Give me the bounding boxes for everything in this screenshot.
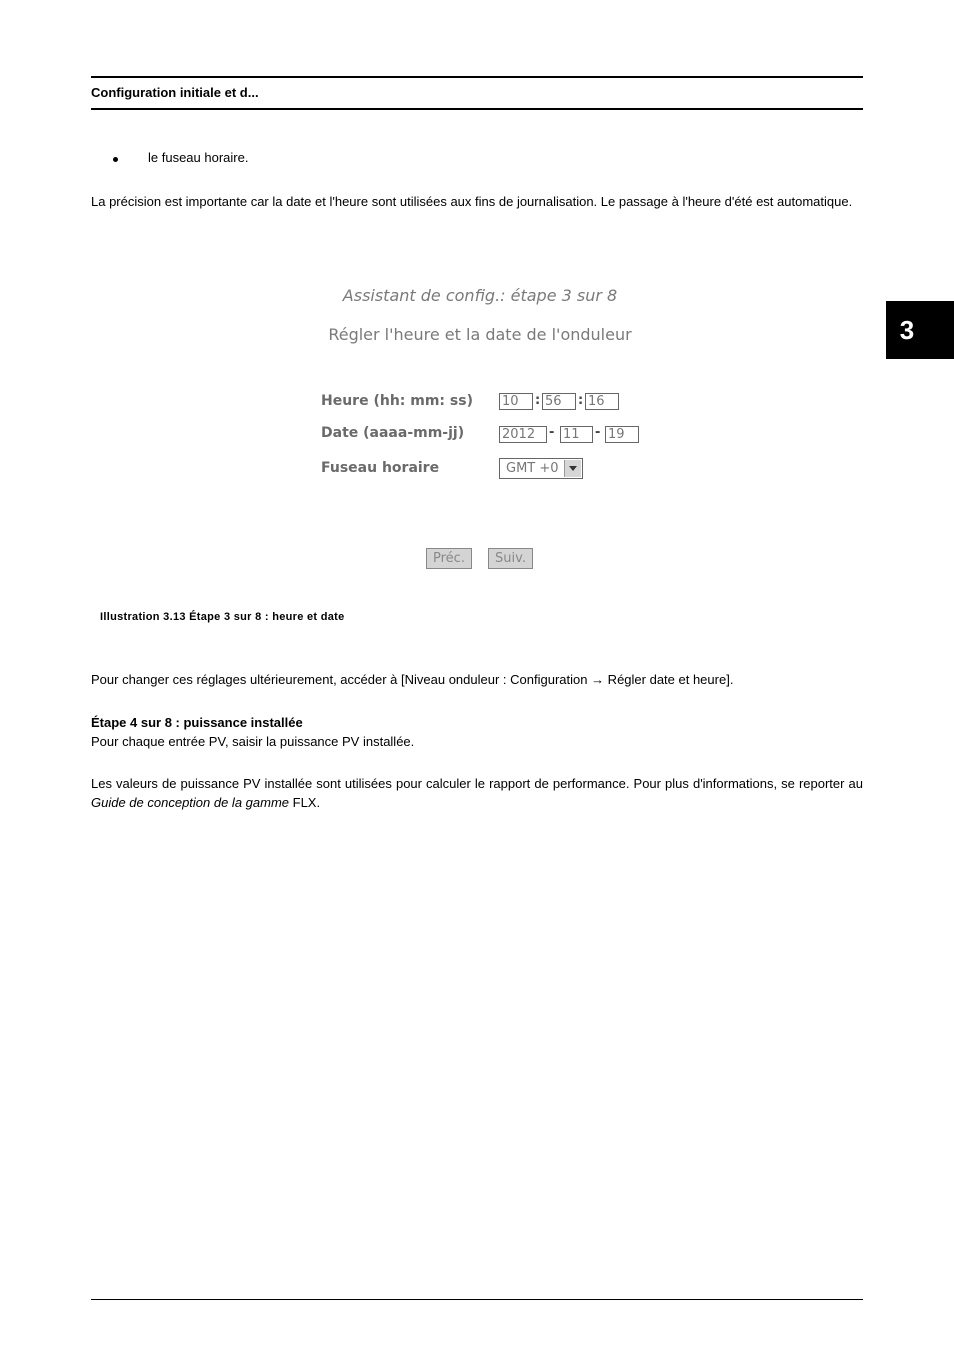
- second-input[interactable]: 16: [585, 393, 619, 410]
- month-input[interactable]: 11: [560, 426, 593, 443]
- time-separator: :: [578, 393, 584, 408]
- running-header: Configuration initiale et d...: [91, 85, 259, 100]
- chapter-tab: 3: [886, 301, 954, 359]
- year-input[interactable]: 2012: [499, 426, 547, 443]
- wizard-step-title: Assistant de config.: étape 3 sur 8: [342, 286, 618, 305]
- timezone-select[interactable]: [499, 458, 583, 479]
- header-bottom-rule: [91, 108, 863, 110]
- next-button[interactable]: Suiv.: [488, 548, 533, 569]
- step4-heading: Étape 4 sur 8 : puissance installée: [91, 715, 303, 730]
- performance-paragraph: [91, 774, 863, 812]
- chevron-down-icon[interactable]: [564, 460, 581, 477]
- performance-text-end: FLX.: [289, 795, 321, 810]
- bullet-item: le fuseau horaire.: [148, 150, 249, 165]
- performance-text: Les valeurs de puissance PV installée sont utilisées pour calculer le rapport de performance. Pour plus d'informations, se reporter au: [91, 776, 863, 791]
- date-separator: -: [549, 425, 555, 440]
- prev-button[interactable]: Préc.: [426, 548, 472, 569]
- date-separator: -: [595, 425, 601, 440]
- hour-input[interactable]: 10: [499, 393, 533, 410]
- day-input[interactable]: 19: [605, 426, 639, 443]
- bullet-icon: [113, 157, 118, 162]
- timezone-label: Fuseau horaire: [321, 460, 440, 476]
- header-top-rule: [91, 76, 863, 78]
- step4-text: Pour chaque entrée PV, saisir la puissance PV installée.: [91, 734, 415, 749]
- timezone-value: GMT +0: [506, 461, 559, 476]
- design-guide-title: Guide de conception de la gamme: [91, 795, 290, 810]
- time-separator: :: [535, 393, 541, 408]
- date-label: Date (aaaa-mm-jj): [321, 425, 465, 441]
- settings-paragraph: Pour changer ces réglages ultérieurement, accéder à [Niveau onduleur : Configuration → Régler date et heure].: [91, 672, 734, 687]
- intro-paragraph: La précision est importante car la date et l'heure sont utilisées aux fins de journalisation. Le passage à l'heure d'été est automatique.: [91, 194, 853, 209]
- wizard-subtitle: Régler l'heure et la date de l'onduleur: [328, 325, 632, 344]
- footer-rule: [91, 1299, 863, 1300]
- figure-caption: Illustration 3.13 Étape 3 sur 8 : heure et date: [100, 611, 345, 623]
- minute-input[interactable]: 56: [542, 393, 576, 410]
- time-label: Heure (hh: mm: ss): [321, 393, 473, 409]
